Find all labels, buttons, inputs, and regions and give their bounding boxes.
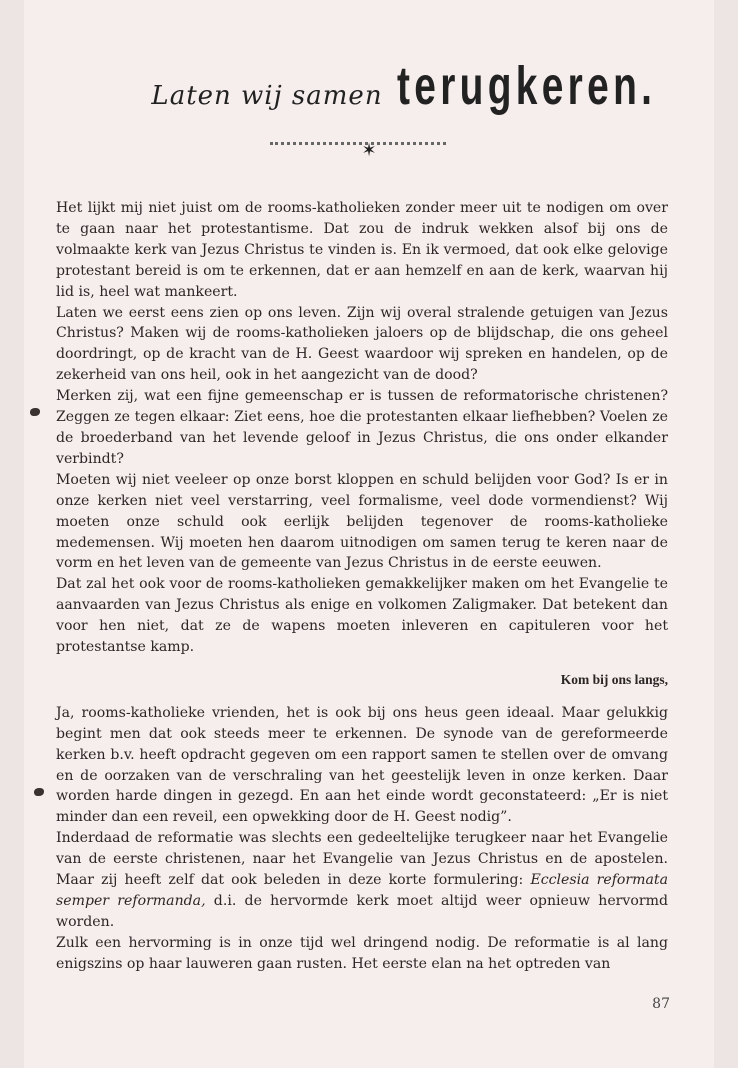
paragraph: Ja, rooms-katholieke vrienden, het is ook bij ons heus geen ideaal. Maar gelukkig begint men dat ook steeds meer te erkennen. De synode van de gereformeerde kerken b.v. heeft opdracht gegeven om een rapport samen te stellen over de omvang en de oorzaken van de verschraling van het geestelijk leven in onze kerken. Daar worden harde dingen in gezegd. En aan het einde wordt geconstateerd: „Er is niet minder dan een reveil, een opwekking door de H. Geest nodig”. [56,704,668,826]
paragraph-text: Inderdaad de reformatie was slechts een gedeeltelijke terugkeer naar het Evangelie van de eerste christenen, naar het Evangelie van Jezus Christus en de apostelen. Maar zij heeft zelf dat ook beleden in deze korte formulering: [56,830,668,889]
page-number: 87 [652,996,670,1012]
ornament-star-icon: ✶ [361,140,377,161]
paragraph-text: d.i. de hervormde kerk moet altijd weer opnieuw hervormd worden. [56,893,668,930]
punch-hole-mark [30,408,40,416]
title-bold-part: terugkeren. [396,56,656,116]
page-title [24,55,714,125]
paragraph: Zulk een hervorming is in onze tijd wel dringend nodig. De reformatie is al lang enigszins op haar lauweren gaan rusten. Het eerste elan na het optreden van [56,934,668,972]
paragraph: Het lijkt mij niet juist om de rooms-katholieken zonder meer uit te nodigen om over te gaan naar het protestantisme. Dat zou de indruk wekken alsof bij ons de volmaakte kerk van Jezus Christus te vinden is. En ik vermoed, dat ook elke gelovige protestant bereid is om te erkennen, dat er aan hemzelf en aan de kerk, waarvan hij lid is, heel wat mankeert. [56,200,668,300]
section-heading: Kom bij ons langs, [560,671,668,687]
paragraph: Moeten wij niet veeleer op onze borst kloppen en schuld belijden voor God? Is er in onze kerken niet veel verstarring, veel formalisme, veel dode vormendienst? Wij moeten onze schuld ook eerlijk belijden tegenover de rooms-katholieke medemensen. Wij moeten hen daarom uitnodigen om samen terug te keren naar de vorm en het leven van de gemeente van Jezus Christus in de eerste eeuwen. [56,471,668,572]
article-body [56,198,668,975]
title-script-part: Laten wij samen [151,81,383,111]
paragraph: Laten we eerst eens zien op ons leven. Zijn wij overal stralende getuigen van Jezus Christus? Maken wij de rooms-katholieken jaloers op de blijdschap, die ons geheel doordringt, op de kracht van de H. Geest waardoor wij spreken en handelen, op de zekerheid van ons heil, ook in het aangezicht van de dood? [56,304,668,384]
punch-hole-mark [34,788,44,796]
paragraph: Merken zij, wat een fijne gemeenschap er is tussen de reformatorische christenen? Zeggen ze tegen elkaar: Ziet eens, hoe die protestanten elkaar liefhebben? Voelen ze de broederband van het levende geloof in Jezus Christus, die ons onder elkander verbindt? [56,388,668,467]
paragraph: Dat zal het ook voor de rooms-katholieken gemakkelijker maken om het Evangelie te aanvaarden van Jezus Christus als enige en volkomen Zaligmaker. Dat betekent dan voor hen niet, dat ze de wapens moeten inleveren en capituleren voor het protestantse kamp. [56,576,668,656]
document-page [24,0,714,1068]
page-edge-left [0,0,24,1068]
latin-phrase: Ecclesia reformata semper reformanda, [56,872,668,909]
page-edge-right [714,0,738,1068]
paragraph-reformatie [56,828,668,933]
